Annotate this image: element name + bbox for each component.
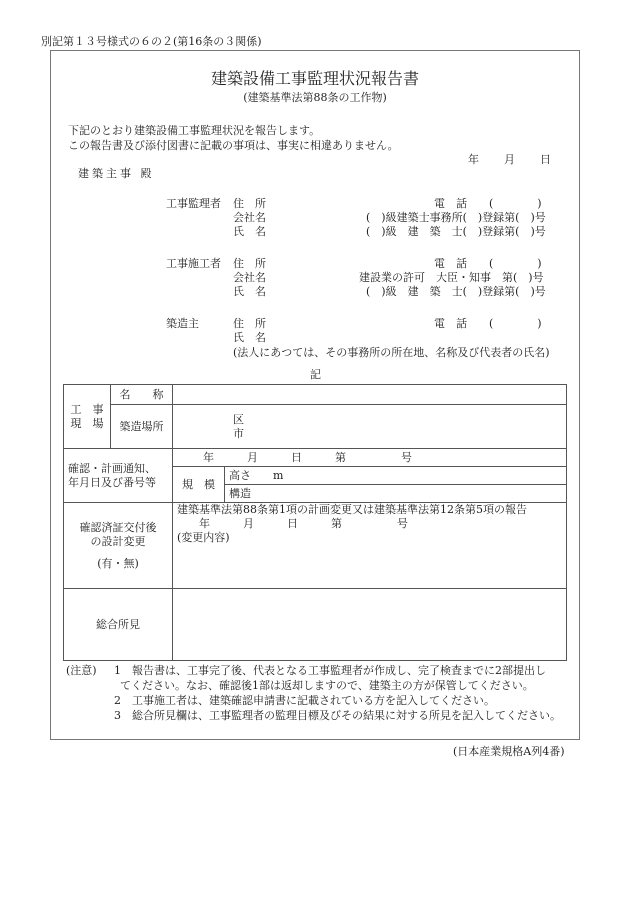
note-2: 2 工事施工者は、建築確認申請書に記載されている方を記入してください。 bbox=[114, 694, 495, 707]
supervisor-company-reg: ( )級建築士事務所( )登録第( )号 bbox=[366, 211, 546, 224]
builder-name-label: 氏 名 bbox=[233, 331, 266, 344]
supervisor-address-label: 住 所 bbox=[233, 197, 266, 210]
declaration-line-2: この報告書及び添付図書に記載の事項は、事実に相違ありません。 bbox=[68, 139, 399, 152]
contractor-address-label: 住 所 bbox=[233, 257, 266, 270]
builder-address-label: 住 所 bbox=[233, 317, 266, 330]
ki-marker: 記 bbox=[310, 368, 321, 381]
paper-size-note: (日本産業規格A列4番) bbox=[453, 745, 565, 758]
design-change-yes-no[interactable]: (有・無) bbox=[97, 556, 139, 570]
declaration-line-1: 下記のとおり建築設備工事監理状況を報告します。 bbox=[68, 124, 321, 137]
form-reference: 別記第１３号様式の６の２(第16条の３関係) bbox=[41, 35, 262, 48]
page-subtitle: (建築基準法第88条の工作物) bbox=[243, 91, 387, 104]
structure-field[interactable]: 構造 bbox=[225, 485, 567, 503]
design-change-label-line-1: 確認済証交付後 bbox=[79, 520, 157, 534]
opinion-field[interactable] bbox=[173, 589, 567, 661]
scale-label: 規 模 bbox=[173, 467, 225, 503]
page-title: 建築設備工事監理状況報告書 bbox=[210, 69, 419, 88]
confirm-date-field[interactable]: 年 月 日 第 号 bbox=[173, 449, 567, 467]
contractor-name-reg: ( )級 建 築 士( )登録第( )号 bbox=[366, 285, 546, 298]
opinion-label: 総合所見 bbox=[64, 589, 173, 661]
supervisor-role: 工事監理者 bbox=[166, 197, 221, 210]
report-table bbox=[63, 384, 567, 661]
design-change-field[interactable] bbox=[173, 503, 567, 589]
note-3: 3 総合所見欄は、工事監理者の監理目標及びその結果に対する所見を記入してください。 bbox=[114, 709, 561, 722]
design-change-label bbox=[64, 503, 173, 589]
supervisor-name-label: 氏 名 bbox=[233, 225, 266, 238]
confirm-label-line-2: 年月日及び番号等 bbox=[68, 475, 156, 489]
location-field[interactable] bbox=[173, 405, 567, 449]
builder-phone: 電 話 ( ) bbox=[434, 317, 542, 330]
contractor-name-label: 氏 名 bbox=[233, 285, 266, 298]
design-change-content-label: (変更内容) bbox=[177, 531, 230, 544]
contractor-role: 工事施工者 bbox=[166, 257, 221, 270]
supervisor-company-label: 会社名 bbox=[233, 211, 266, 224]
site-label: 工 事 現 場 bbox=[64, 385, 111, 449]
contractor-company-reg: 建設業の許可 大臣・知事 第( )号 bbox=[359, 271, 544, 284]
design-change-date: 年 月 日 第 号 bbox=[177, 517, 408, 530]
builder-corp-note: (法人にあつては、その事務所の所在地、名称及び代表者の氏名) bbox=[233, 346, 550, 359]
name-field[interactable] bbox=[173, 385, 567, 405]
contractor-phone: 電 話 ( ) bbox=[434, 257, 542, 270]
date-year-label: 年 bbox=[468, 153, 479, 166]
city-label: 市 bbox=[233, 426, 244, 440]
addressee: 建築主事 殿 bbox=[78, 167, 155, 180]
supervisor-name-reg: ( )級 建 築 士( )登録第( )号 bbox=[366, 225, 546, 238]
contractor-company-label: 会社名 bbox=[233, 271, 266, 284]
supervisor-phone: 電 話 ( ) bbox=[434, 197, 542, 210]
date-day-label: 日 bbox=[540, 153, 551, 166]
note-1a: 1 報告書は、工事完了後、代表となる工事監理者が作成し、完了検査までに2部提出し bbox=[114, 664, 546, 677]
design-change-label-line-2: の設計変更 bbox=[90, 534, 146, 548]
notes-prefix: (注意) bbox=[66, 664, 97, 677]
location-label: 築造場所 bbox=[111, 405, 173, 449]
ward-label: 区 bbox=[233, 412, 244, 426]
design-change-law: 建築基準法第88条第1項の計画変更又は建築基準法第12条第5項の報告 bbox=[177, 503, 527, 516]
builder-role: 築造主 bbox=[166, 317, 199, 330]
date-month-label: 月 bbox=[504, 153, 515, 166]
height-field[interactable]: 高さ m bbox=[225, 467, 567, 485]
note-1b: てください。なお、確認後1部は返却しますので、建築主の方が保管してください。 bbox=[120, 679, 534, 692]
confirm-label-line-1: 確認・計画通知、 bbox=[68, 461, 156, 475]
confirm-label bbox=[64, 449, 173, 503]
name-label: 名 称 bbox=[111, 385, 173, 405]
